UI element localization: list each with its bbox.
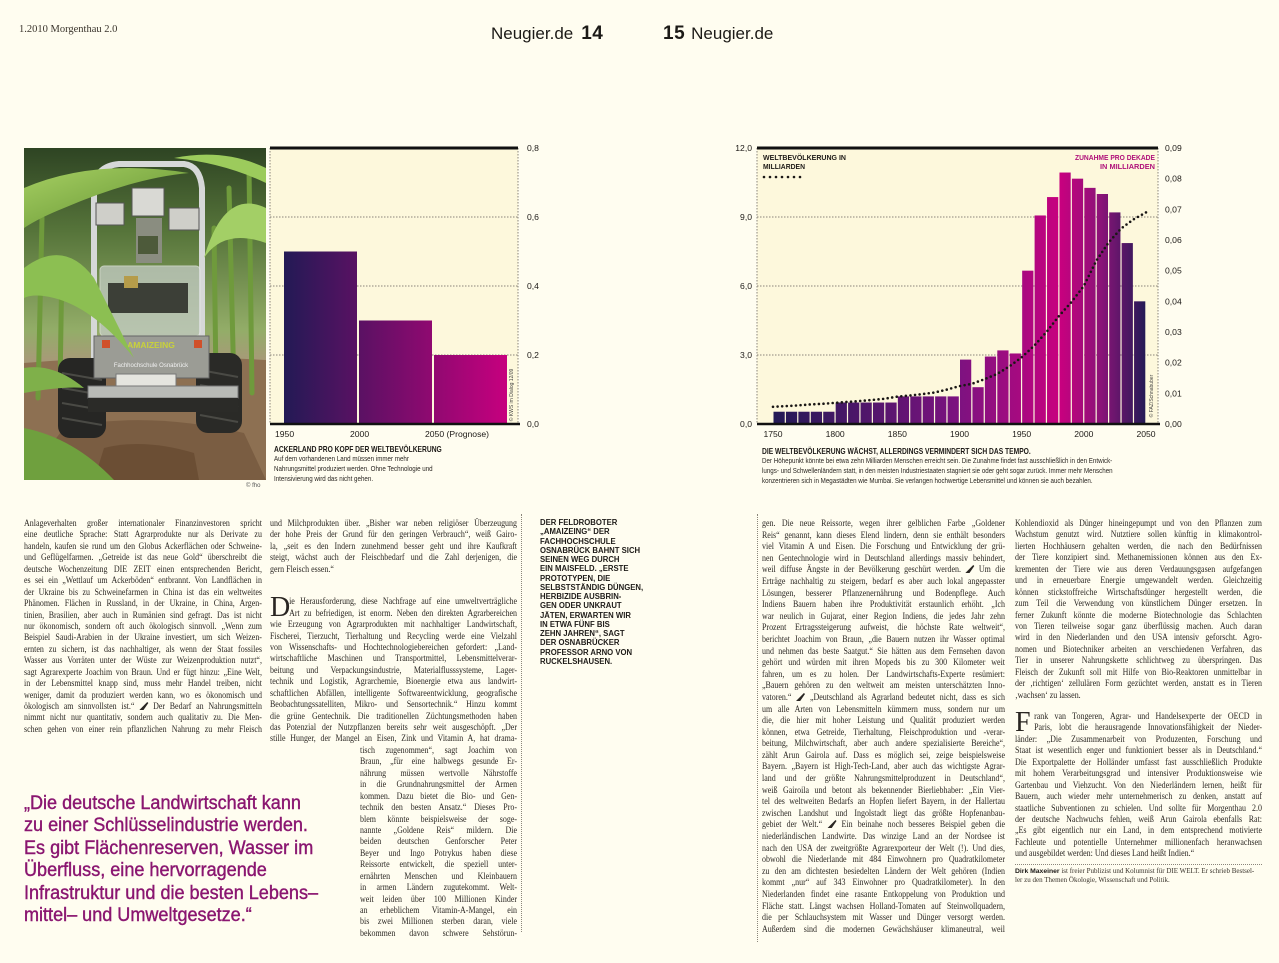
quote-line: Überfluss, eine hervorragende	[24, 860, 267, 882]
bar	[359, 321, 432, 425]
text-line: die grüne Gentechnik. Die traditionellen Züchtungsmethoden haben	[270, 710, 518, 722]
bar	[1072, 179, 1083, 424]
text-line: und Geflügelfarmen. „Getreide ist das neue Gold“ überschreibt die	[24, 552, 262, 564]
text-line: können, etwa Getreide, Tierhaltung, Fleischproduktion und -verar-	[762, 726, 1006, 738]
text-line: „Es gibt eigentlich nur ein Land, in dem entsprechend motivierte	[1015, 825, 1263, 837]
bar	[997, 350, 1008, 424]
text-line: zum Teil die Verwendung von künstlichem Dünger ersetzen. In	[1015, 598, 1263, 610]
text-line: Beispiel Saudi-Arabien in der Ukraine investiert, um sich Weizen-	[24, 632, 262, 644]
text-line: krementen der Tiere wie aus deren Verdauungsgasen aufgefangen	[1015, 563, 1263, 575]
bar	[923, 396, 934, 424]
column-divider	[757, 514, 758, 942]
chart-description-line: Intensivierung wird das nicht gehen.	[274, 474, 374, 484]
article-column-3	[762, 518, 1055, 935]
text-line: und in erneuerbare Energie umgewandelt werden. Gleichzeitig	[1015, 575, 1263, 587]
text-line	[24, 701, 262, 712]
text-line: Beyer und Ingo Potrykus haben diese	[360, 847, 518, 859]
bar	[1109, 212, 1120, 424]
caption-line: PROFESSOR ARNO VON	[540, 646, 633, 657]
right-page-header	[663, 24, 773, 43]
text-segment: ökologisch am sinnvollsten ist.“	[24, 701, 135, 712]
text-segment: Der Bedarf an Nahrungsmitteln	[153, 701, 262, 712]
text-line: war neulich in Gujarat, einer Region Indiens, die jedes Jahr zehn	[762, 610, 1006, 622]
text-line: la, „seit es den Indern zunehmend besser geht und ihre Kaufkraft	[270, 540, 518, 552]
text-line: die per Schlauchsystem mit Wasser und Dünger versorgt werden.	[762, 912, 1006, 924]
text-line: kommen. Dazu bietet die Bio- und Gen-	[360, 790, 518, 802]
caption-line: „AMAIZEING“ DER	[540, 526, 610, 537]
x-tick-label: 1800	[825, 429, 845, 439]
text-line: wirtschaftliche Maschinen und Transportmittel, Lebensmittelverar-	[270, 653, 518, 665]
y-tick-label: 0,0	[527, 419, 539, 429]
text-segment: Ein beinahe noch besseres Beispiel geben die	[841, 819, 1006, 831]
text-line: gen. Die neue Reissorte, wegen ihrer gelblichen Farbe „Goldener	[762, 518, 1006, 529]
text-line: Staat ist wesentlich enger und funktioniert besser als in Deutschland.“	[1015, 745, 1263, 757]
y-right-tick-label: 0,02	[1165, 357, 1182, 368]
robot-brand-plate: AMAIZEING	[127, 340, 175, 350]
text-line: zu den am dichtesten besiedelten Ländern der Welt gehören (Indien	[762, 865, 1006, 877]
text-line: Niederlanden findet eine rasante Entkoppelung von Produktion und	[762, 889, 1006, 900]
author-bio-text: ler zu den Themen Ökologie, Wissenschaft und Politik.	[1015, 876, 1170, 884]
y-right-tick-label: 0,09	[1165, 143, 1182, 153]
text-line: und ausgebildet werden: Und dieses Land heißt Indien.“	[1015, 848, 1195, 860]
text-line: um alle Arten von Lebensmitteln kümmern muss, sondern nur um	[762, 703, 1006, 715]
bar	[1134, 301, 1145, 424]
y-right-tick-label: 0,01	[1165, 388, 1182, 399]
legend-dot	[763, 176, 766, 179]
text-line: das Potenzial der Nutzpflanzen bereits sehr weit ausgeschöpft. „Der	[270, 722, 518, 733]
paragraph	[762, 518, 1055, 935]
text-line: können stickstoffreiche Wirtschaftsdünger hergestellt werden, die	[1015, 586, 1263, 598]
text-line: von Tieren teilweise sogar ganz überflüssig machen. Auch daran	[1015, 620, 1263, 632]
text-line: berichtet Joachim von Braun, „die Bauern nutzen ihr Wasser optimal	[762, 633, 1006, 645]
caption-line: GEN ODER UNKRAUT	[540, 600, 622, 611]
chart-source: © FAZ/Schnabuber	[1149, 374, 1155, 418]
robot-photo-illustration	[24, 148, 266, 480]
x-tick-label: 2000	[1074, 429, 1094, 439]
y-right-tick-label: 0,08	[1165, 173, 1182, 184]
bar	[434, 355, 507, 424]
text-line: beitung, Milchwirtschaft, aber auch andere spezialisierte Bereiche“,	[762, 738, 1006, 750]
text-line: „Bauern gehören zu den weltweit am meisten unterschätzten Inno-	[762, 680, 1006, 692]
text-line: steigt, wächst auch der Fleischbedarf und die Zahl derjenigen, die	[270, 552, 518, 564]
text-line: nährung müssen wertvolle Nährstoffe	[360, 767, 518, 779]
text-line: wie Erzeugung von Agrarprodukten mit nachhaltiger Landwirtschaft,	[270, 619, 518, 631]
text-line: sagt Agrarexperte Joachim von Braun. Und er fügt hinzu: „Eine Welt,	[24, 666, 262, 678]
text-line: Phänomen. Flächen in Russland, in der Ukraine, in China, Argen-	[24, 598, 262, 610]
legend-label: ZUNAHME PRO DEKADE	[1075, 153, 1155, 162]
caption-line: DER FELDROBOTER	[540, 517, 618, 527]
text-line: mit hohem Verarbeitungsgrad und intensiver Produktionsweise wie	[1015, 768, 1263, 780]
text-line: und Milchprodukten über. „Bisher war neben religiöser Überzeugung	[270, 518, 518, 529]
caption-line: FACHHOCHSCHULE	[540, 535, 616, 546]
text-line: gern Fleisch essen.“	[270, 563, 334, 575]
y-right-tick-label: 0,04	[1165, 296, 1182, 307]
text-line	[762, 692, 1005, 704]
text-line: Außerdem sind die modernen Gewächshäuser klimaneutral, weil	[762, 923, 1006, 935]
page-number: 15	[663, 23, 686, 44]
text-line: gehört und würden mit ihren Mopeds bis zu 300 Kilometer weit	[762, 657, 1006, 669]
quote-line: Es gibt Flächenreserven, Wasser im	[24, 837, 314, 859]
robot-photo	[24, 148, 266, 480]
y-left-tick-label: 3,0	[740, 350, 752, 360]
chart-description-line: Auf dem vorhandenen Land müssen immer mehr	[274, 454, 409, 463]
text-segment: Um die	[978, 564, 1006, 576]
paragraph	[1015, 707, 1279, 860]
text-line: Fläche statt. Längst wachsen Holland-Tomaten auf Steinwollquadern,	[762, 900, 1006, 912]
brand-name: Neugier.de	[691, 24, 774, 43]
text-line: lierten Hochhäusern gehalten werden, die nach den Bedürfnissen	[1015, 540, 1263, 552]
text-line: schaftlichen Abfällen, intelligente Softwareentwicklung, geografische	[270, 687, 518, 699]
x-tick-label: 1900	[949, 429, 970, 439]
bar	[284, 252, 357, 425]
text-line: Art zu befriedigen, ist enorm. Neben den direkten Agrarbereichen	[289, 607, 518, 619]
chart-title: ACKERLAND PRO KOPF DER WELTBEVÖLKERUNG	[274, 444, 442, 454]
text-line: in armen Ländern zugutekommt. Welt-	[360, 882, 518, 894]
bar	[811, 412, 822, 424]
text-segment: „Deutschland als Agrarland bedeutet nicht, dass es sich	[809, 691, 1006, 703]
text-line: viel Vitamin A und Eisen. Die Forschung und Entwicklung der grü-	[762, 541, 1006, 553]
author-bio-divider	[1015, 864, 1262, 865]
quote-line: „Die deutsche Landwirtschaft kann	[24, 793, 301, 814]
text-line: in der Lebensmittel knapp sind, muss mehr Handel treiben, nicht	[24, 678, 262, 690]
text-line: Fachleute und potentielle Unternehmer millionenfach heranwachsen	[1015, 836, 1263, 848]
bar	[1047, 197, 1058, 424]
text-line: es sei ein „Wettlauf um Ackerböden“ entbrannt. Von Landflächen in	[24, 575, 262, 587]
pull-quote	[24, 793, 333, 927]
text-line: Bayern. „Bayern ist High-Tech-Land, aber auch das wichtigste Agrar-	[762, 761, 1006, 773]
text-line	[762, 819, 1005, 831]
left-page-header	[491, 24, 603, 43]
text-line: Prozent Ertragssteigerung aufweist, die höchste Rate weltweit“,	[762, 622, 1006, 634]
text-line: nur ökonomisch, sondern oft auch ökologisch sinnvoll. „Wenn zum	[24, 620, 262, 632]
bar	[848, 403, 859, 424]
bar	[873, 403, 884, 424]
caption-line: OSNABRÜCK BAHNT SICH	[540, 544, 641, 555]
text-line: rank van Tongeren, Agrar- und Handelsexperte der OECD in	[1034, 711, 1263, 722]
y-right-tick-label: 0,03	[1165, 327, 1182, 337]
text-line: beitung und Verpackungsindustrie, Materialflusssysteme, Lager-	[270, 664, 518, 676]
bar	[1097, 194, 1108, 424]
x-tick-label: 2050	[1136, 429, 1156, 439]
y-left-tick-label: 12,0	[735, 143, 752, 153]
x-tick-label: 1950	[1012, 429, 1032, 439]
legend-label: IN MILLIARDEN	[1100, 162, 1155, 171]
article-column-4	[1015, 518, 1279, 860]
bar	[935, 396, 946, 424]
legend-dot	[781, 176, 784, 179]
text-line: tel des weltweiten Bedarfs an Hopfen liefert Bayern, in der Hallertau	[762, 796, 1006, 808]
text-line: nomen und Biotechniker arbeiten an verschiedenen Verfahren, das	[1015, 643, 1263, 655]
bar	[1122, 243, 1133, 424]
text-line: Fischerei, Tierzucht, Tierhaltung und Recycling werde eine Vielzahl	[270, 630, 518, 642]
quote-line: zu einer Schlüsselindustrie werden.	[24, 815, 308, 837]
caption-line: SEINEN WEG DURCH	[540, 554, 620, 564]
chart-source: © KWS im Dialog 12/09	[509, 368, 515, 422]
text-segment: vatoren.“	[762, 691, 792, 703]
text-line: bekommen davon schwere Sehstörun-	[360, 927, 518, 939]
legend-dot	[769, 176, 772, 179]
text-line: obwohl die Niederlande mit 484 Einwohnern pro Quadratkilometer	[762, 854, 1006, 866]
text-line: von Wissenschafts- und Hochtechnologiebereichen gefordert: „Land-	[270, 641, 518, 653]
x-tick-label: 1750	[763, 429, 783, 439]
x-tick-label: 2000	[350, 429, 370, 439]
section-marker-icon	[827, 819, 836, 831]
bar	[786, 412, 797, 424]
issue-label: 1.2010 Morgenthau 2.0	[19, 24, 118, 35]
legend-label: WELTBEVÖLKERUNG IN	[763, 153, 846, 162]
chart-world-population	[720, 140, 1279, 440]
chart-description-line: Nahrungsmittel produziert werden. Ohne Technologie und	[274, 464, 433, 474]
text-line: land und der größte Nahrungsmittelproduzent in Deutschland“,	[762, 773, 1006, 785]
article-column-1	[24, 518, 311, 735]
x-tick-label: 2050 (Prognose)	[425, 429, 490, 439]
brand-name: Neugier.de	[491, 24, 574, 43]
author-bio-text: ist freier Publizist und Kolumnist für DIE WELT. Er schrieb Bestsel-	[1059, 867, 1255, 875]
section-marker-icon	[965, 564, 974, 576]
text-line: der Ukraine bis zu Schweinefarmen in China ist das ein weltweites	[24, 586, 262, 598]
text-line: beiden deutschen Genforscher Peter	[360, 836, 518, 848]
text-line: Paris, lobt die herausragende Innovationsfähigkeit der Nieder-	[1034, 722, 1263, 734]
drop-cap: F	[1015, 707, 1031, 738]
text-line: Bauern, auch wieder mehr unternehmerisch zu denken, anstatt auf	[1015, 791, 1263, 803]
caption-line: EIN MAISFELD. „ERSTE	[540, 563, 629, 574]
text-line: tinien, Brasilien, aber auch in Rumänien sind gefragt. Das ist nicht	[24, 609, 262, 621]
text-line: Fleisch der Zukunft soll mit Hilfe von Bio-Reaktoren unmittelbar in	[1015, 666, 1263, 678]
y-tick-label: 0,6	[527, 212, 539, 222]
text-line: an erheblichem Vitamin-A-Mangel, ein	[360, 905, 518, 916]
y-right-tick-label: 0,07	[1165, 204, 1182, 215]
y-tick-label: 0,4	[527, 281, 539, 291]
text-line: niederländischen Landwirte. Das winzige Land an der Nordsee ist	[762, 831, 1006, 843]
legend-dot	[775, 176, 778, 179]
text-line	[762, 564, 1005, 576]
section-marker-icon	[796, 692, 805, 704]
text-line: Erträge nachhaltig zu steigern, bedarf es aber auch lokal angepasster	[762, 575, 1006, 587]
y-right-tick-label: 0,00	[1165, 419, 1182, 429]
y-left-tick-label: 0,0	[740, 419, 752, 429]
chart-description-line: lungs- und Schwellenländern statt, in den meisten Industriestaaten stagniert sie oder geht sogar zurück. Immer mehr Menschen	[762, 466, 1113, 476]
bar	[1035, 215, 1046, 424]
text-segment: weil diffuse Ängste in der Bevölkerung geschürt werden.	[762, 564, 961, 576]
bar	[1059, 173, 1070, 424]
text-line: bis zwei Millionen sterben daran, viele	[360, 916, 518, 928]
bar	[972, 387, 983, 424]
caption-line: RUCKELSHAUSEN.	[540, 655, 613, 666]
bar	[985, 357, 996, 424]
page-number: 14	[581, 23, 604, 44]
text-line: ernährten Menschen und Kleinbauern	[360, 870, 518, 882]
text-line: Beobachtungssatelliten, Mikro- und Sensortechnik.“ Hinzu kommt	[270, 699, 518, 711]
text-line: nach den USA der zweitgrößte Agrarexporteur der Welt (!). Und dies,	[762, 842, 1006, 854]
text-line: länder: „Die Zusammenarbeit von Produzenten, Forschung und	[1015, 733, 1263, 745]
text-line: zwischen Landshut und Ingolstadt liegt das größte Hopfenanbau-	[762, 807, 1006, 819]
text-line: der ‚richtigen‘ zellulären Form gezüchtet werden, anstatt es in Tieren	[1015, 678, 1263, 690]
quote-line: Infrastruktur und die besten Lebens–	[24, 882, 319, 904]
drop-cap: D	[270, 592, 291, 624]
text-line: Wachstum genutzt wird. Nutztiere sollen künftig in klimakontrol-	[1015, 529, 1263, 541]
text-line: ferner Zukunft könnte die moderne Biotechnologie das Schlachten	[1015, 609, 1263, 621]
text-line: technik und Logistik, Agrarchemie, Bioenergie etwa aus landwirt-	[270, 676, 518, 688]
text-line: Reis“ genannt, kann dieses Elend lindern, denn sie enthält besonders	[762, 529, 1006, 541]
legend-dot	[799, 176, 802, 179]
bar	[836, 403, 847, 424]
caption-line: PROTOTYPEN, DIE	[540, 572, 611, 583]
text-line: Reissorte entwickelt, die speziell unter-	[360, 859, 518, 871]
text-line: weniger, damit da produziert werden kann, wo es ökonomisch und	[24, 689, 262, 701]
caption-line: ZEHN JAHREN“, SAGT	[540, 628, 625, 638]
y-tick-label: 0,2	[527, 350, 539, 360]
bar	[910, 396, 921, 424]
text-line: nen Gentechnologie wird in Deutschland allerdings massiv behindert,	[762, 552, 1006, 564]
paragraph	[1015, 518, 1279, 701]
y-tick-label: 0,8	[527, 143, 539, 153]
caption-line: DER OSNABRÜCKER	[540, 637, 620, 648]
text-line: wird in den Niederlanden und den USA intensiv geforscht. Agro-	[1015, 632, 1263, 644]
text-line: Indiens Bauern haben ihre Produktivität erstaunlich erhöht. „Ich	[762, 599, 1006, 611]
text-line: der deutsche Nachwuchs fehlen, weiß Arun Gairola ebenfalls Rat:	[1015, 813, 1263, 825]
author-bio	[1015, 867, 1254, 885]
text-line: deutsche Wochenzeitung DIE ZEIT einen entsprechenden Bericht,	[24, 563, 262, 575]
text-line: in die Grundnahrungsmittel der Armen	[360, 779, 518, 791]
text-line: nimmt nicht nur quantitativ, sondern auch qualitativ zu. Die Men-	[24, 712, 262, 724]
text-line: Kohlendioxid als Dünger hineingepumpt und von den Pflanzen zum	[1015, 518, 1263, 529]
text-line: die, die hier mit hoher Leistung und Qualität produziert werden	[762, 715, 1006, 727]
text-line: Die Exportpalette der Holländer umfasst fast ausschließlich Produkte	[1015, 756, 1263, 768]
section-marker-icon	[139, 701, 148, 712]
column-divider	[521, 514, 522, 932]
text-line: weit leiden über 100 Millionen Kinder	[360, 893, 518, 905]
text-line: technik den besten Ansatz.“ Dieses Pro-	[360, 802, 518, 814]
text-segment: gebiet der Welt.“	[762, 819, 823, 831]
text-line: kommt „nur“ auf 343 Einwohner pro Quadratkilometer). In den	[762, 877, 1006, 889]
bar	[861, 403, 872, 424]
chart1-caption	[274, 444, 484, 485]
text-line: der Tiere konzipiert sind. Methanemissionen können aus den Ex-	[1015, 552, 1263, 564]
chart-title: DIE WELTBEVÖLKERUNG WÄCHST, ALLERDINGS VERMINDERT SICH DAS TEMPO.	[762, 446, 1031, 456]
text-line: stille Hunger, der Mangel an Eisen, Zink und Vitamin A, hat drama-	[270, 733, 518, 745]
caption-line: IN ETWA FÜNF BIS	[540, 618, 610, 629]
caption-line: JÄTEN, ERWARTEN WIR	[540, 609, 631, 620]
text-line: weiß Gairoila und betont als bekennender Bierliebhaber: „Ein Vier-	[762, 784, 1006, 796]
text-line: der hohe Preis der Grund für den geringen Verbrauch“, weiß Gairo-	[270, 529, 518, 541]
paragraph	[24, 518, 311, 735]
caption-line: HERBIZIDE AUSBRIN-	[540, 591, 622, 601]
bar	[1084, 188, 1095, 424]
text-line: tisch zugenommen“, sagt Joachim von	[360, 744, 518, 756]
chart-description-line: konzentrieren sich in Megastädten wie Mumbai. Sie verlangen hochwertige Lebensmittel und können sie auch bezahlen.	[762, 476, 1093, 486]
quote-line: mittel– und Umweltgesetze.“	[24, 904, 252, 926]
robot-school-plate: Fachhochschule Osnabrück	[113, 363, 189, 369]
author-name: Dirk Maxeiner	[1015, 868, 1060, 875]
text-line: fahren, um es zu holen. Der Landwirtschafts-Experte resümiert:	[762, 668, 1006, 680]
legend-dot	[793, 176, 796, 179]
y-left-tick-label: 9,0	[740, 212, 752, 222]
caption-line: SELBSTSTÄNDIG DÜNGEN,	[540, 581, 644, 592]
bar	[798, 412, 809, 424]
text-line: Wasser aus Vorräten unter der Wüste zur Weizenproduktion nutzt“,	[24, 655, 262, 667]
text-line: ernten zu sichern, ist das nachhaltiger, als wenn der Staat fossiles	[24, 643, 262, 655]
bar	[898, 396, 909, 424]
text-line: schen gehen von einer rein pflanzlichen Nahrung zu mehr Fleisch	[24, 723, 262, 735]
bar	[1010, 353, 1021, 424]
text-line: eine deutliche Sprache: Statt Agrarprodukte nur als Derivate zu	[24, 529, 262, 541]
photo-caption	[540, 518, 655, 666]
text-line: handeln, kaufen sie rund um den Globus Ackerflächen oder Schweine-	[24, 540, 262, 552]
y-right-tick-label: 0,05	[1165, 265, 1182, 276]
text-line: zählt Arun Gairola auf. Dass es möglich sei, zeige beispielsweise	[762, 749, 1006, 761]
bar	[948, 396, 959, 424]
chart-cropland-per-capita	[262, 140, 562, 440]
y-left-tick-label: 6,0	[740, 281, 752, 291]
chart2-caption	[762, 446, 1179, 487]
text-line: ie Herausforderung, diese Nachfrage auf eine umweltverträgliche	[289, 596, 518, 608]
text-line: staatliche Subventionen zu schielen. Und sollte für Morgenthau 2.0	[1015, 802, 1263, 814]
text-line: Braun, „für eine halbwegs gesunde Er-	[360, 756, 518, 768]
text-line: und nehmen das beste Saatgut.“ Sie hätten aus dem Fernsehen davon	[762, 645, 1006, 657]
bar	[885, 403, 896, 424]
legend-label: MILLIARDEN	[763, 162, 805, 171]
text-line: blem könnte beispielsweise der soge-	[360, 813, 518, 825]
text-line: ‚wachsen‘ zu lassen.	[1015, 689, 1081, 701]
bar	[774, 412, 785, 424]
x-tick-label: 1950	[275, 429, 295, 439]
bar	[823, 412, 834, 424]
text-line: Tier in unserer Nahrungskette schlichtweg zu überspringen. Das	[1015, 655, 1263, 667]
text-line: Lösungen, besserer Pflanzenernährung und Bodenpflege. Auch	[762, 587, 1006, 599]
bar	[960, 360, 971, 424]
chart-description-line: Der Höhepunkt könnte bei etwa zehn Milliarden Menschen erreicht sein. Die Zunahme findet fast ausschließlich in den Entwick-	[762, 456, 1113, 465]
x-tick-label: 1850	[887, 429, 907, 439]
legend-dot	[787, 176, 790, 179]
photo-credit: © fho	[246, 483, 261, 489]
text-line: nannte „Goldene Reis“ mildern. Die	[360, 824, 518, 836]
text-line: Gartenbau und Viehzucht. Von den Niederländern lernen, heißt für	[1015, 779, 1263, 791]
paragraph	[270, 518, 568, 575]
y-right-tick-label: 0,06	[1165, 235, 1182, 245]
text-line: Anlageverhalten großer internationaler Finanzinvestoren spricht	[24, 518, 262, 529]
